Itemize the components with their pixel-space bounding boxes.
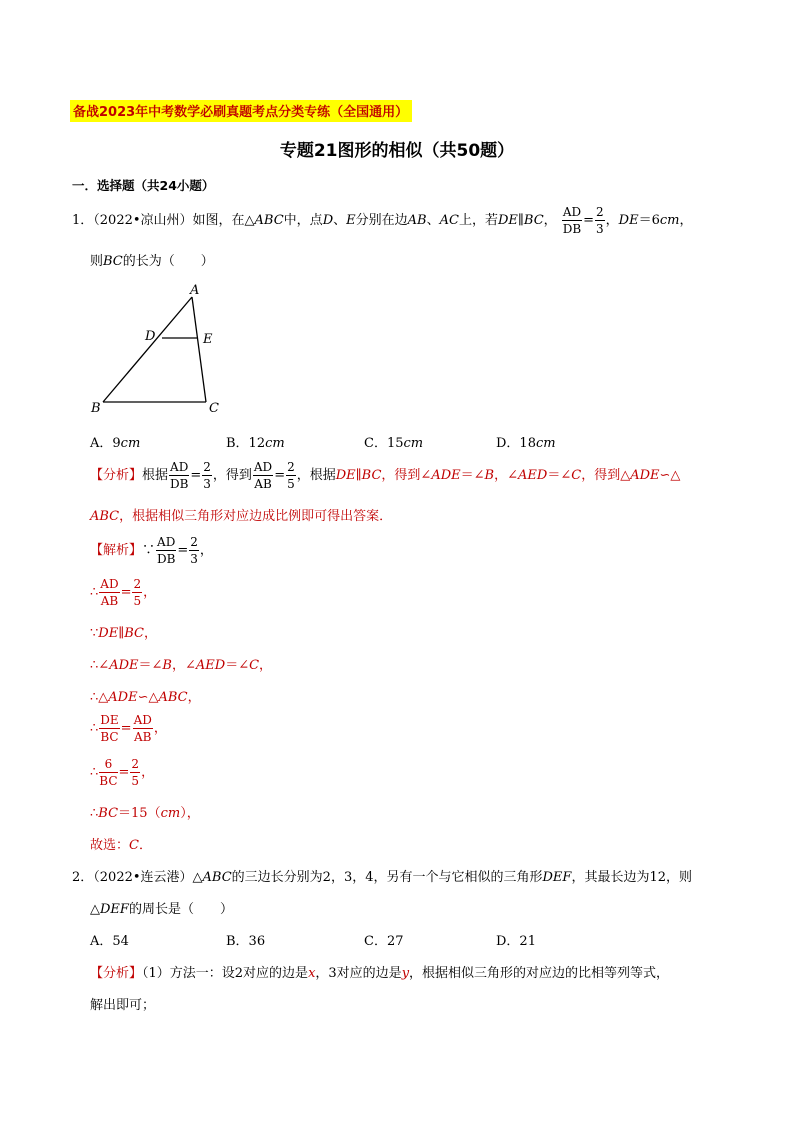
q2-option-d: D．21 [496,934,536,949]
triangle-figure [85,278,235,418]
section-heading: 一．选择题（共24小题） [72,178,215,193]
q1-answer: 故选：C． [90,838,152,853]
q1-solution-line3: ∵DE∥BC， [90,626,157,641]
q1-option-a: A．9cm [90,436,141,451]
q2-stem-line2: △DEF的周长是（ ） [90,902,233,917]
q2-analysis-line1: 【分析】（1）方法一：设2对应的边是x，3对应的边是y，根据相似三角形的对应边的比相等列等式， [90,966,670,981]
q1-analysis-line2: ABC，根据相似三角形对应边成比例即可得出答案． [90,509,393,524]
label-a: A [190,283,200,298]
fraction-2-3: $\frac{2}{3}$ [596,205,604,236]
q2-stem-line1: 2．（2022•连云港）△ABC的三边长分别为2，3，4，另有一个与它相似的三角形DEF，其最长边为12，则 [72,870,692,885]
label-b: B [91,401,101,416]
series-banner: 备战2023年中考数学必刷真题考点分类专练（全国通用） [70,100,412,122]
label-c: C [209,401,219,416]
q1-solution-line8: ∴BC＝15（cm）， [90,806,200,821]
q2-option-b: B．36 [226,934,266,949]
label-e: E [203,332,213,347]
q2-option-a: A．54 [90,934,129,949]
page-title: 专题21图形的相似（共50题） [279,141,515,161]
side-ab [103,297,192,402]
q1-option-b: B．12cm [226,436,285,451]
q1-solution-line1: 【解析】∵ $\frac{AD}{DB}$ = $\frac{2}{3}$ ， [90,535,213,566]
q1-solution-line6: ∴ $\frac{DE}{BC}$ = $\frac{AD}{AB}$ ， [90,713,167,744]
q1-solution-line7: ∴ $\frac{6}{BC}$ = $\frac{2}{5}$ ， [90,757,155,788]
q1-analysis-line1: 【分析】根据 $\frac{AD}{DB}$ = $\frac{2}{3}$ ，得到 $\frac{AD}{AB}$ = $\frac{2}{5}$ ，根据DE∥BC，得到∠ADE＝∠B，∠AED＝∠C，得到△ADE∽△ [90,460,681,491]
q1-solution-line2: ∴ $\frac{AD}{AB}$ = $\frac{2}{5}$ ， [90,577,157,608]
q1-option-d: D．18cm [496,436,556,451]
fraction-ad-db: $\frac{AD}{DB}$ [562,205,582,236]
q1-stem-line2: 则BC的长为（ ） [90,254,214,269]
q1-stem-line1: 1．（2022•凉山州）如图，在△ABC中，点D、E分别在边AB、AC上，若DE∥BC， $\frac{AD}{DB}$ = $\frac{2}{3}$ ，DE＝6cm， [72,205,693,236]
q1-solution-line4: ∴∠ADE＝∠B，∠AED＝∠C， [90,658,273,673]
q2-analysis-line2: 解出即可； [90,998,156,1013]
q1-option-c: C．15cm [364,436,424,451]
q2-option-c: C．27 [364,934,404,949]
q1-solution-line5: ∴△ADE∽△ABC， [90,690,201,705]
side-ac [192,297,206,402]
label-d: D [145,329,156,344]
